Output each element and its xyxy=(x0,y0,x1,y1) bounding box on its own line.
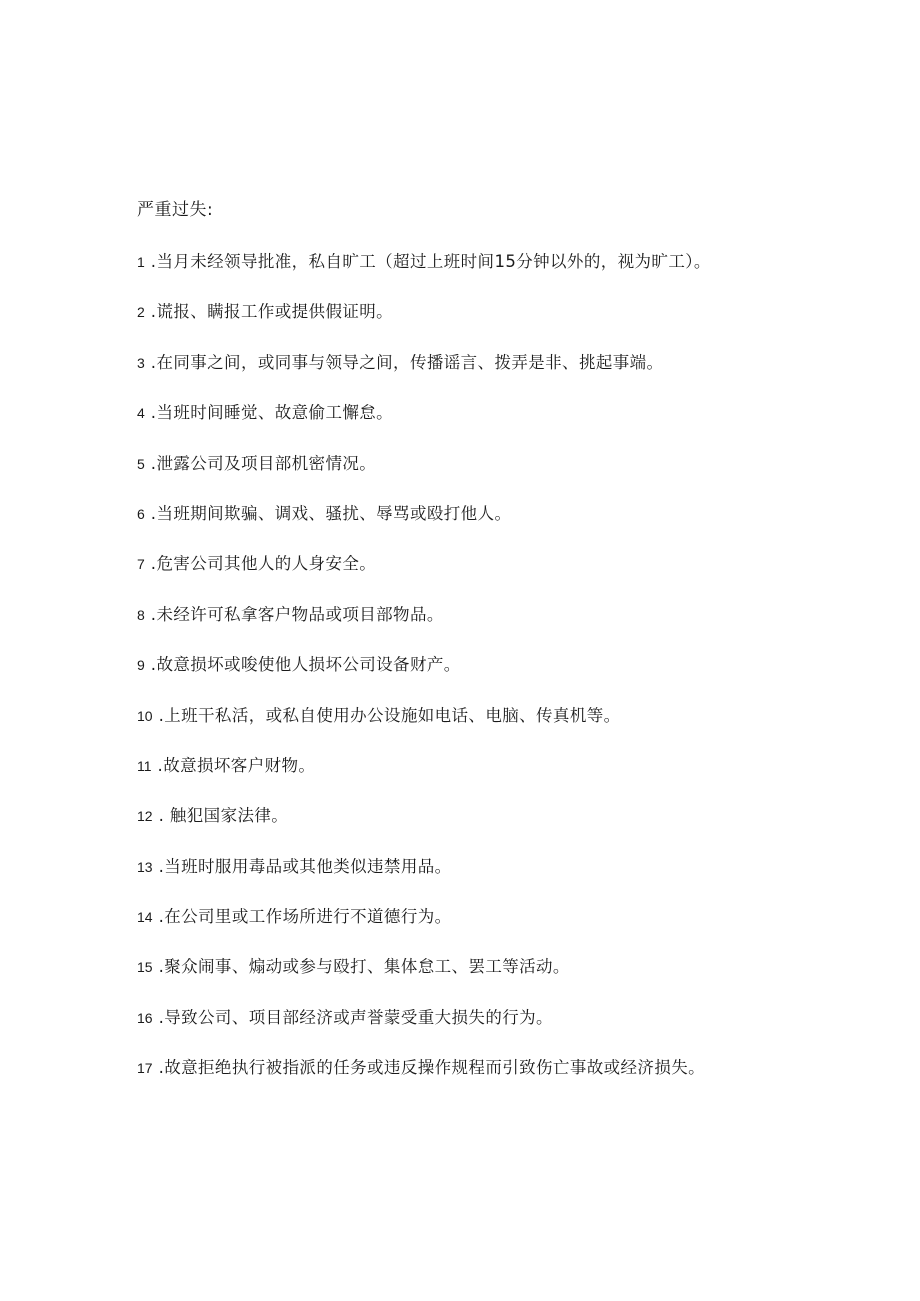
item-number: 13 xyxy=(137,858,153,875)
list-item xyxy=(137,452,711,502)
item-text: .故意拒绝执行被指派的任务或违反操作规程而引致伤亡事故或经济损失。 xyxy=(158,1058,706,1078)
item-text: .上班干私活，或私自使用办公设施如电话、电脑、传真机等。 xyxy=(158,705,621,725)
list-item xyxy=(137,250,711,300)
item-number: 3 xyxy=(137,354,145,371)
list-item xyxy=(137,855,711,905)
item-text: .导致公司、项目部经济或声誉蒙受重大损失的行为。 xyxy=(158,1007,553,1027)
item-number: 14 xyxy=(137,909,153,926)
item-text: .当班时服用毒品或其他类似违禁用品。 xyxy=(158,856,452,876)
item-text: .聚众闹事、煽动或参与殴打、集体怠工、罢工等活动。 xyxy=(158,957,570,977)
item-text: .在同事之间，或同事与领导之间，传播谣言、拨弄是非、挑起事端。 xyxy=(150,352,664,372)
list-item xyxy=(137,905,711,955)
item-text: .当班期间欺骗、调戏、骚扰、辱骂或殴打他人。 xyxy=(150,503,512,523)
list-item xyxy=(137,401,711,451)
item-number: 6 xyxy=(137,505,145,522)
item-number: 16 xyxy=(137,1009,153,1026)
item-text: .故意损坏客户财物。 xyxy=(157,755,316,775)
list-item xyxy=(137,653,711,703)
list-item xyxy=(137,955,711,1005)
list-item xyxy=(137,502,711,552)
list-item xyxy=(137,704,711,754)
item-number: 9 xyxy=(137,657,145,674)
item-number: 15 xyxy=(137,959,153,976)
item-text: .谎报、瞒报工作或提供假证明。 xyxy=(150,302,394,322)
misconduct-list xyxy=(137,250,711,1107)
item-number: 1 xyxy=(137,254,145,270)
item-number: 2 xyxy=(137,304,145,321)
item-text: .危害公司其他人的人身安全。 xyxy=(150,554,377,574)
list-item xyxy=(137,351,711,401)
list-item xyxy=(137,300,711,350)
list-item xyxy=(137,552,711,602)
item-number: 17 xyxy=(137,1060,153,1077)
list-item xyxy=(137,1056,711,1106)
list-item xyxy=(137,1006,711,1056)
item-number: 5 xyxy=(137,455,145,472)
item-text: .当月未经领导批准，私自旷工（超过上班时间15分钟以外的，视为旷工）。 xyxy=(150,252,711,271)
item-number: 10 xyxy=(137,707,153,724)
item-text: .泄露公司及项目部机密情况。 xyxy=(150,453,377,473)
item-text: .故意损坏或唆使他人损坏公司设备财产。 xyxy=(150,655,461,675)
item-number: 11 xyxy=(137,757,152,774)
list-item xyxy=(137,804,711,854)
item-number: 8 xyxy=(137,606,145,623)
list-item xyxy=(137,754,711,804)
item-text: .在公司里或工作场所进行不道德行为。 xyxy=(158,907,452,927)
item-number: 12 xyxy=(137,808,153,825)
item-text: .当班时间睡觉、故意偷工懈怠。 xyxy=(150,403,394,423)
item-number: 7 xyxy=(137,556,145,573)
item-number: 4 xyxy=(137,405,145,422)
item-text: .未经许可私拿客户物品或项目部物品。 xyxy=(150,604,444,624)
section-heading: 严重过失: xyxy=(137,200,214,220)
item-text: . 触犯国家法律。 xyxy=(158,806,289,826)
list-item xyxy=(137,603,711,653)
